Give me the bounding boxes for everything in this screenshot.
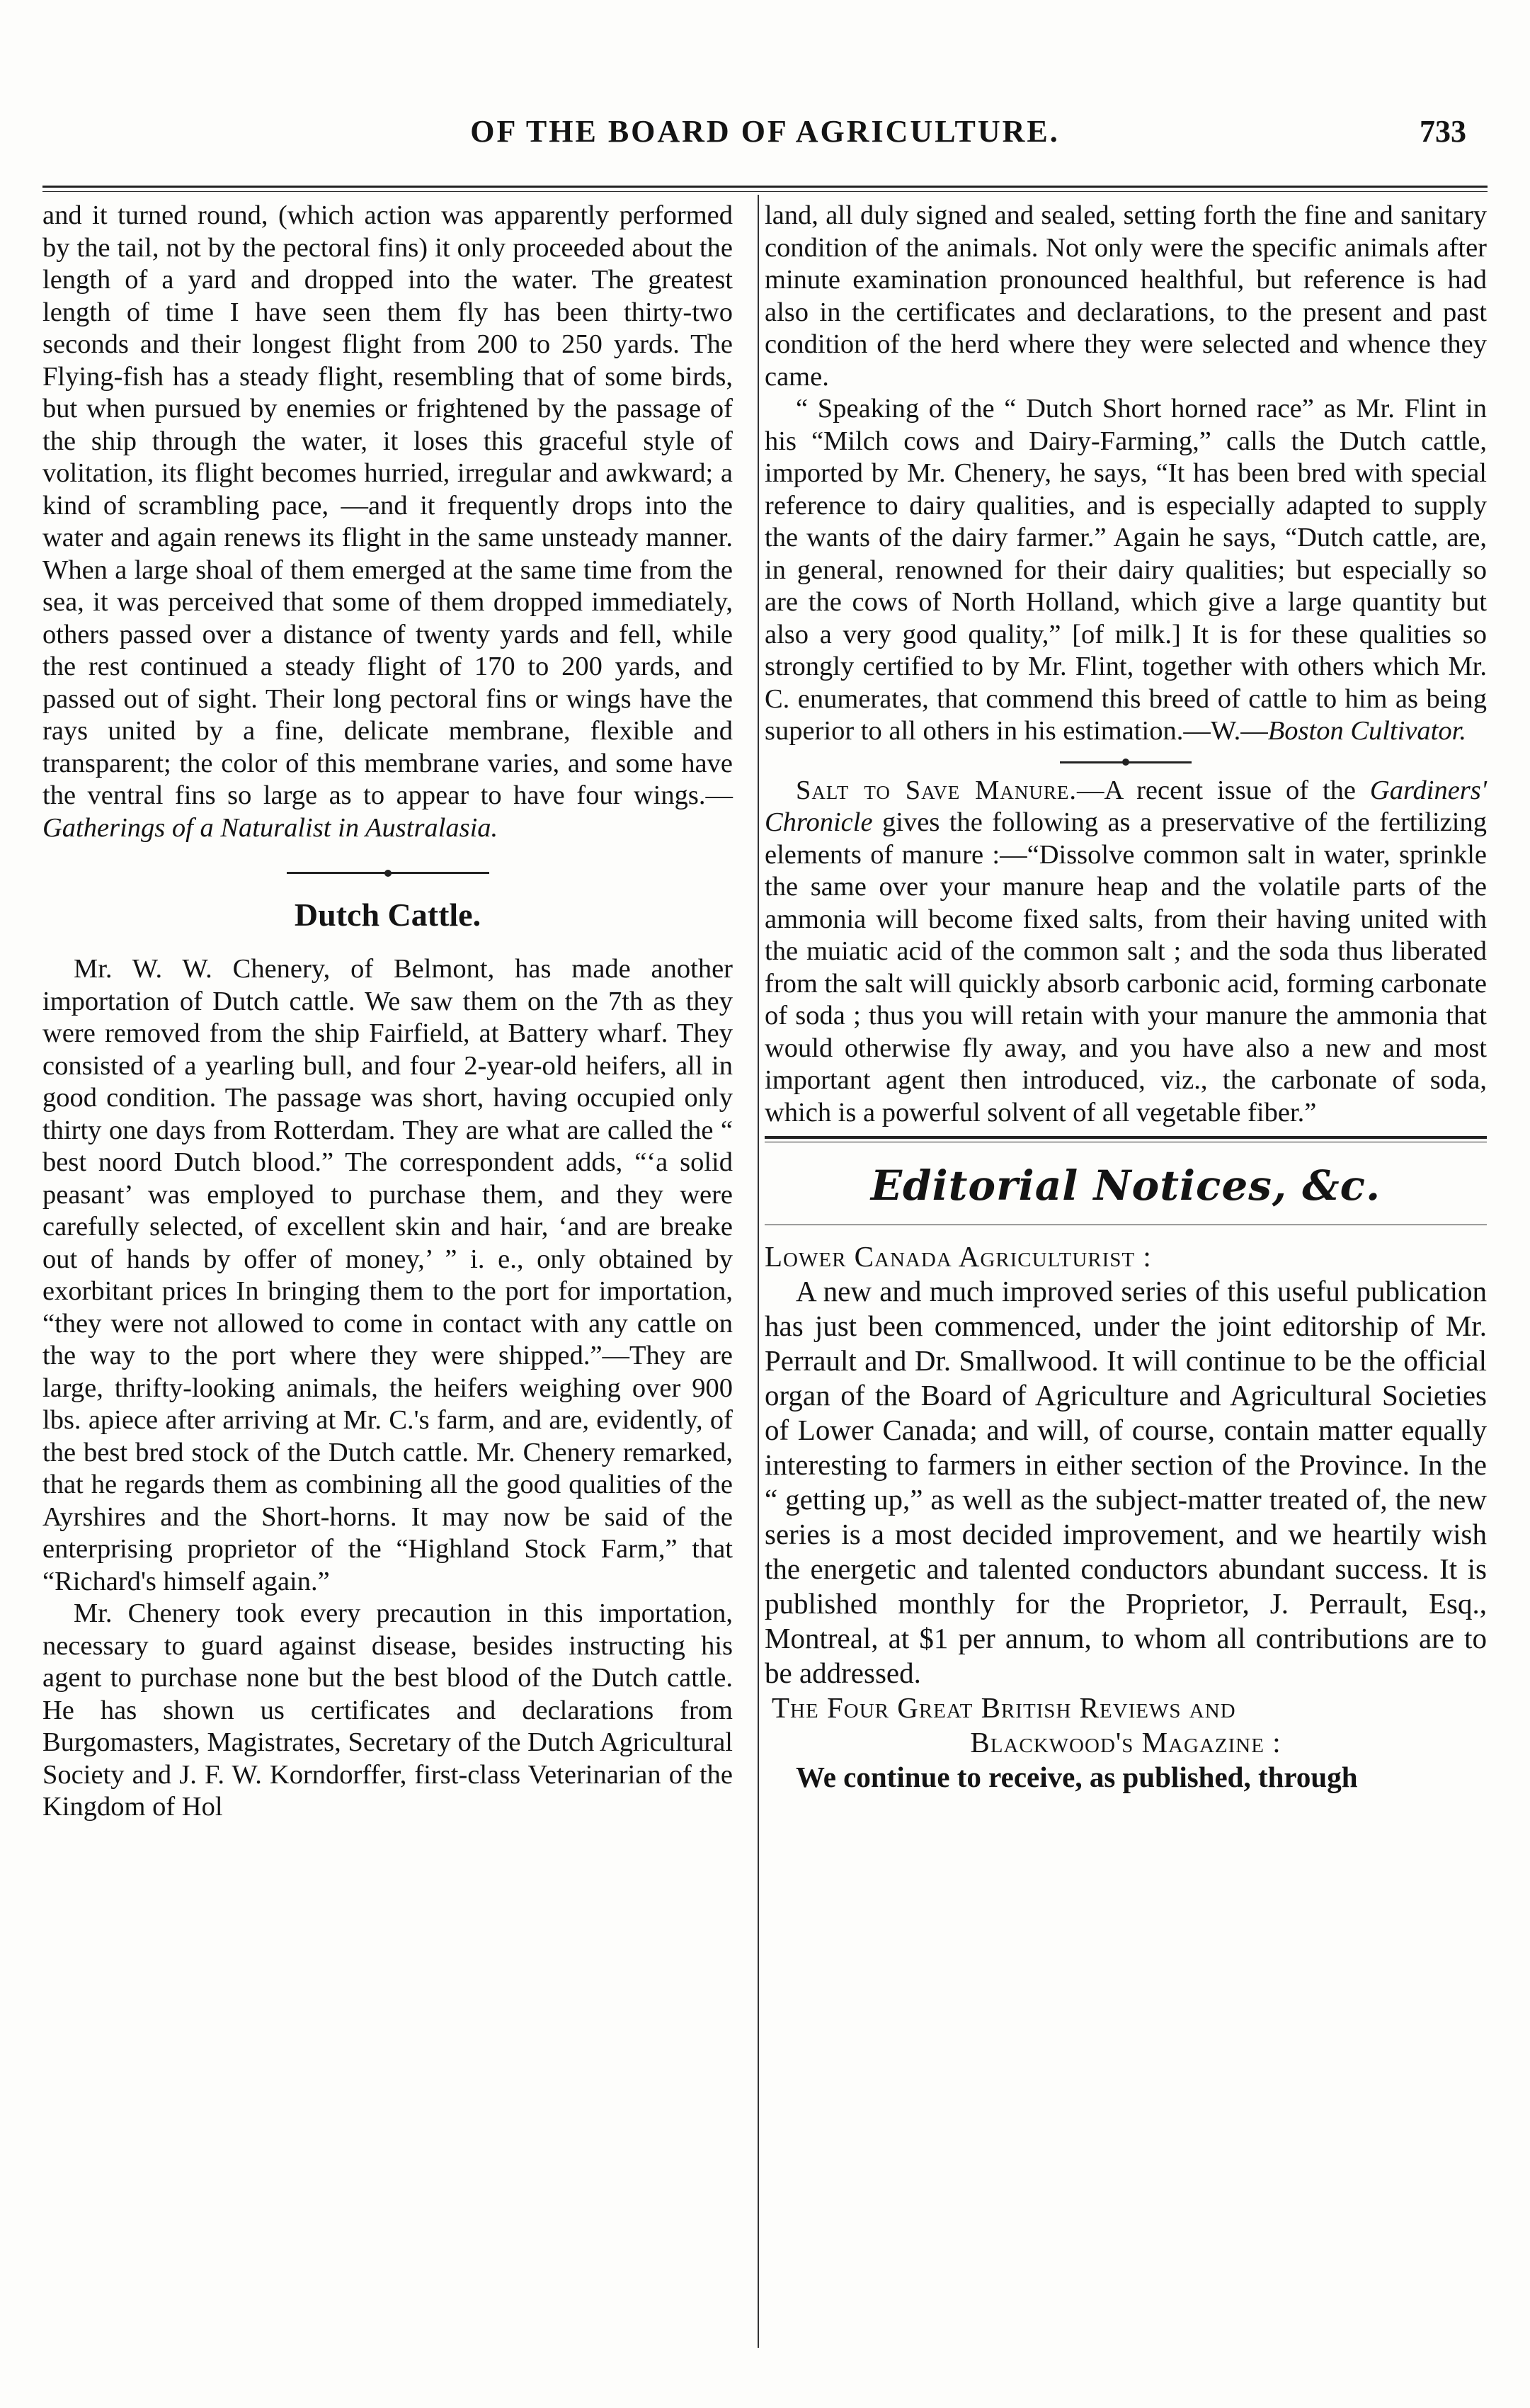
salt-manure-heading: Salt to Save Manure. [796, 775, 1077, 805]
salt-manure-text: gives the following as a preservative of the fertilizing elements of manure :—“Dissolve common salt in water, sprinkle the same over your manure heap and the volatile parts of the ammonia will become fixed salts, from their having united with the muiatic acid of the common salt ; and the soda thus liberated from the salt will quickly absorb carbonic acid, forming carbonate of soda ; thus you will retain with your manure the ammonia that would otherwise fly away, and you have also a new and most important agent then introduced, viz., the carbonate of soda, which is a powerful solvent of all vegetable fiber.” [765, 807, 1487, 1128]
lower-canada-paragraph: A new and much improved series of this useful publication has just been commenced, under the joint editorship of Mr. Perrault and Dr. Smallwood. It will continue to be the official organ of the Board of Agriculture and Agricultural Societies of Lower Canada; and will, of course, contain matter equally interesting to farmers in either section of the Province. In the “ getting up,” as well as the subject-matter treated of, the new series is a most decided improvement, and we heartily wish the energetic and talented conductors abundant success. It is published monthly for the Proprietor, J. Perrault, Esq., Montreal, at $1 per annum, to whom all contributions are to be addressed. [765, 1275, 1487, 1689]
flying-fish-paragraph [42, 200, 733, 844]
dutch-cattle-source: Boston Cultivator. [1267, 716, 1466, 746]
page-number: 733 [1420, 114, 1466, 149]
page-header [42, 113, 1488, 170]
left-column [42, 200, 733, 1824]
column-divider [758, 195, 759, 2348]
salt-manure-paragraph [765, 775, 1487, 1130]
reviews-heading-line-2: Blackwood's Magazine : [970, 1726, 1281, 1759]
reviews-heading-line-1: The Four Great British Reviews and [772, 1691, 1236, 1724]
section-divider [765, 755, 1487, 768]
salt-manure-intro: —A recent issue of the [1076, 775, 1370, 805]
header-rule-thin [42, 191, 1488, 192]
flying-fish-source: Gatherings of a Naturalist in Australasia. [42, 812, 498, 843]
reviews-paragraph: We continue to receive, as published, through [796, 1761, 1358, 1793]
dutch-cattle-paragraph-1: Mr. W. W. Chenery, of Belmont, has made another importation of Dutch cattle. We saw them on the 7th as they were removed from the ship Fairfield, at Battery wharf. They consisted of a yearling bull, and four 2-year-old heifers, all in good condition. The passage was short, having occupied only thirty one days from Rotterdam. They are what are called the “ best noord Dutch blood.” The correspondent adds, “‘a solid peasant’ was employed to purchase them, and they were carefully selected, of excellent skin and hair, ‘and are breake out of hands by offer of money,’ ” i. e., only obtained by exorbitant prices In bringing them to the port for importation, “they were not allowed to come in contact with any cattle on the way to the port where they were shipped.”—They are large, thrifty-looking animals, the heifers weighing over 900 lbs. apiece after arriving at Mr. C.'s farm, and are, evidently, of the best bred stock of the Dutch cattle. Mr. Chenery remarked, that he regards them as combining all the good qualities of the Ayrshires and the Short-horns. It may now be said of the enterprising proprietor of the “Highland Stock Farm,” that “Richard's himself again.” [42, 954, 733, 1596]
dutch-cattle-title: Dutch Cattle. [294, 897, 481, 933]
dutch-cattle-quote: “ Speaking of the “ Dutch Short horned race” as Mr. Flint in his “Milch cows and Dairy-Farming,” calls the Dutch cattle, imported by Mr. Chenery, he says, “It has been bred with special reference to dairy qualities, and is especially adapted to supply the wants of the dairy farmer.” Again he says, “Dutch cattle, are, in general, renowned for their dairy qualities; but especially so are the cows of North Holland, which give a large quantity but also a very good quality,” [of milk.] It is for these qualities so strongly certified to by Mr. Flint, together with others which Mr. C. enumerates, that commend this breed of cattle to him as being superior to all others in his estimation.—W.— [765, 394, 1487, 746]
section-divider [42, 865, 733, 878]
flying-fish-text: and it turned round, (which action was apparently performed by the tail, not by the pectoral fins) it only proceeded about the length of a yard and dropped into the water. The greatest length of time I have seen them fly has been thirty-two seconds and their longest flight from 200 to 250 yards. The Flying-fish has a steady flight, resembling that of some birds, but when pursued by enemies or frightened by the passage of the ship through the water, it loses this graceful style of volitation, its flight becomes hurried, irregular and awkward; a kind of scrambling pace, —and it frequently drops into the water and again renews its flight in the same unsteady manner. When a large shoal of them emerged at the same time from the sea, it was perceived that some of them dropped immediately, others passed over a distance of twenty yards and fell, while the rest continued a steady flight of 170 to 200 yards, and passed out of sight. Their long pectoral fins or wings have the rays united by a fine, delicate membrane, flexible and transparent; the color of this membrane varies, and some have the ventral fins so large as to appear to have four wings.— [42, 200, 733, 810]
right-column [765, 200, 1487, 1795]
salt-manure-journal: Gardiners' Chronicle [765, 775, 1487, 837]
editorial-rule-thick [765, 1136, 1487, 1139]
lower-canada-heading: Lower Canada Agriculturist : [765, 1240, 1152, 1273]
editorial-body [765, 1239, 1487, 1795]
editorial-notices-title: Editorial Notices, &c. [870, 1162, 1381, 1210]
dutch-cattle-paragraph-2: Mr. Chenery took every precaution in this importation, necessary to guard against disease, besides instructing his agent to purchase none but the best blood of the Dutch cattle. He has shown us certificates and declarations from Burgomasters, Magistrates, Secretary of the Dutch Agricultural Society and J. F. W. Korndorffer, first-class Veterinarian of the Kingdom of Hol [42, 1598, 733, 1822]
dutch-cattle-paragraph-3 [765, 393, 1487, 748]
running-head: OF THE BOARD OF AGRICULTURE. [470, 114, 1060, 149]
dutch-cattle-continued: land, all duly signed and sealed, setting forth the fine and sanitary condition of the animals. Not only were the specific animals after minute examination pronounced healthful, but reference is had also in the certificates and declarations, to the present and past condition of the herd where they were selected and whence they came. [765, 200, 1487, 392]
header-rule [42, 186, 1488, 188]
